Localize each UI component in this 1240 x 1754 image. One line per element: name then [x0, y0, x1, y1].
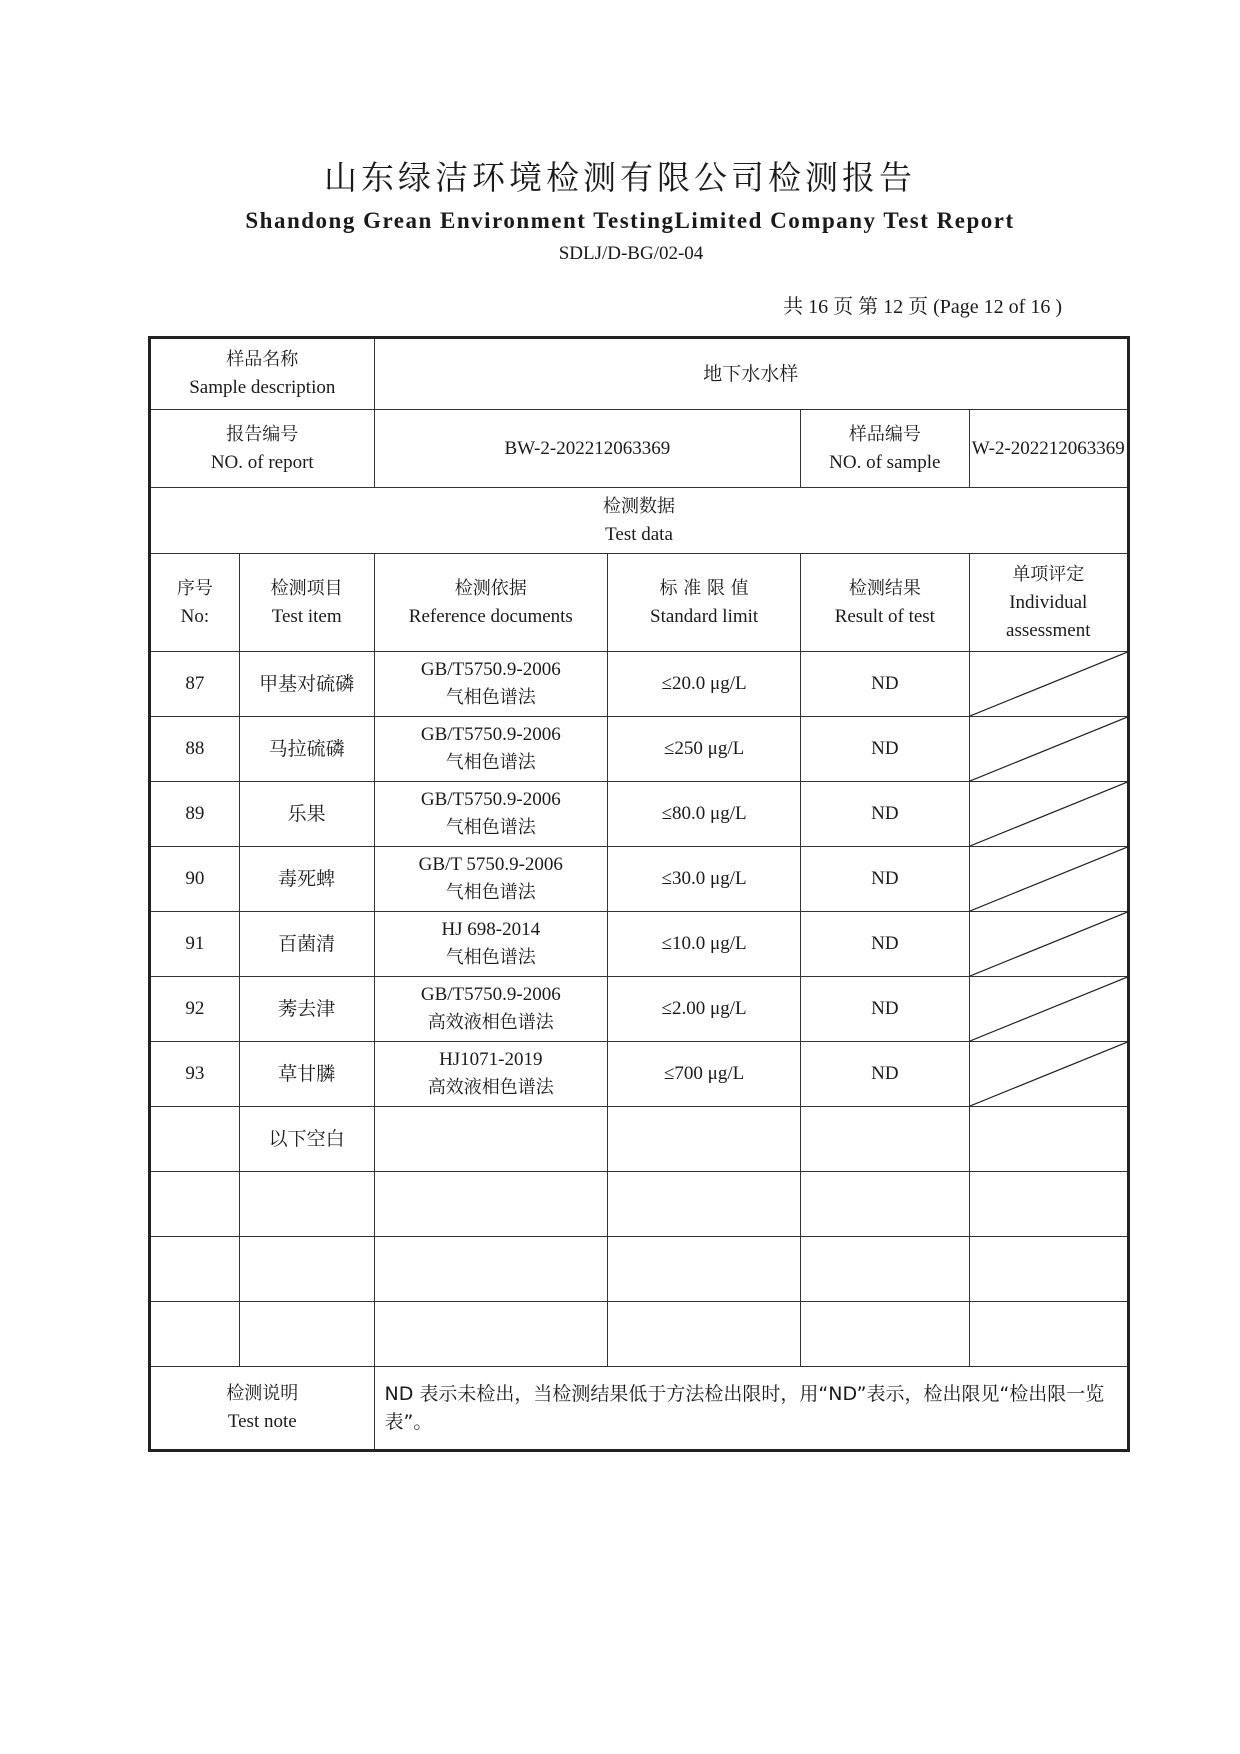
blank-cell — [608, 1172, 801, 1237]
row-no: 91 — [150, 912, 240, 977]
blank-cell — [239, 1302, 374, 1367]
column-header-row — [150, 554, 1129, 652]
blank-cell — [969, 1302, 1128, 1367]
column-header-no: 序号 No: — [150, 554, 240, 652]
row-reference: GB/T5750.9-2006 气相色谱法 — [374, 717, 608, 782]
column-header-result: 检测结果 Result of test — [801, 554, 969, 652]
blank-cell — [969, 1237, 1128, 1302]
row-standard-limit: ≤20.0 μg/L — [608, 652, 801, 717]
report-title-cn: 山东绿洁环境检测有限公司检测报告 — [324, 158, 916, 197]
blank-cell — [801, 1172, 969, 1237]
row-standard-limit: ≤80.0 μg/L — [608, 782, 801, 847]
report-number-label: 报告编号 NO. of report — [150, 410, 375, 488]
blank-cell — [608, 1107, 801, 1172]
row-test-item: 马拉硫磷 — [239, 717, 374, 782]
row-assessment-slash — [969, 717, 1128, 782]
test-note-label: 检测说明 Test note — [150, 1367, 375, 1451]
row-reference: GB/T5750.9-2006 气相色谱法 — [374, 782, 608, 847]
sample-description-row — [150, 338, 1129, 410]
diagonal-slash-icon — [970, 782, 1127, 846]
row-test-item: 乐果 — [239, 782, 374, 847]
document-code: SDLJ/D-BG/02-04 — [558, 243, 704, 264]
report-number-value: BW-2-202212063369 — [374, 410, 801, 488]
blank-cell — [239, 1172, 374, 1237]
row-result: ND — [801, 782, 969, 847]
row-test-item: 百菌清 — [239, 912, 374, 977]
blank-row — [150, 1237, 1129, 1302]
blank-cell — [374, 1302, 608, 1367]
test-note-row — [150, 1367, 1129, 1451]
blank-row — [150, 1172, 1129, 1237]
diagonal-slash-icon — [970, 717, 1127, 781]
diagonal-slash-icon — [970, 977, 1127, 1041]
row-standard-limit: ≤700 μg/L — [608, 1042, 801, 1107]
row-test-item: 莠去津 — [239, 977, 374, 1042]
blank-cell — [801, 1237, 969, 1302]
blank-cell — [374, 1172, 608, 1237]
blank-cell — [150, 1302, 240, 1367]
table-row — [150, 782, 1129, 847]
blank-cell — [239, 1237, 374, 1302]
row-test-item: 草甘膦 — [239, 1042, 374, 1107]
row-reference: GB/T 5750.9-2006 气相色谱法 — [374, 847, 608, 912]
row-reference: HJ1071-2019 高效液相色谱法 — [374, 1042, 608, 1107]
row-no: 93 — [150, 1042, 240, 1107]
blank-cell — [150, 1107, 240, 1172]
blank-cell — [801, 1107, 969, 1172]
diagonal-slash-icon — [970, 912, 1127, 976]
blank-marker: 以下空白 — [239, 1107, 374, 1172]
row-result: ND — [801, 847, 969, 912]
blank-row — [150, 1302, 1129, 1367]
sample-description-value: 地下水水样 — [374, 338, 1128, 410]
row-result: ND — [801, 717, 969, 782]
row-no: 90 — [150, 847, 240, 912]
sample-number-label: 样品编号 NO. of sample — [801, 410, 969, 488]
diagonal-slash-icon — [970, 1042, 1127, 1106]
row-standard-limit: ≤250 μg/L — [608, 717, 801, 782]
row-reference: GB/T5750.9-2006 气相色谱法 — [374, 652, 608, 717]
row-assessment-slash — [969, 847, 1128, 912]
column-header-assessment: 单项评定 Individual assessment — [969, 554, 1128, 652]
row-no: 87 — [150, 652, 240, 717]
blank-cell — [608, 1302, 801, 1367]
test-report-table — [148, 336, 1130, 1452]
row-result: ND — [801, 977, 969, 1042]
table-row — [150, 652, 1129, 717]
row-assessment-slash — [969, 782, 1128, 847]
row-reference: GB/T5750.9-2006 高效液相色谱法 — [374, 977, 608, 1042]
section-title: 检测数据 Test data — [150, 488, 1129, 554]
diagonal-slash-icon — [970, 847, 1127, 911]
section-header-row — [150, 488, 1129, 554]
blank-cell — [150, 1237, 240, 1302]
column-header-reference: 检测依据 Reference documents — [374, 554, 608, 652]
row-assessment-slash — [969, 977, 1128, 1042]
blank-cell — [374, 1107, 608, 1172]
row-result: ND — [801, 1042, 969, 1107]
row-reference: HJ 698-2014 气相色谱法 — [374, 912, 608, 977]
table-row — [150, 717, 1129, 782]
row-standard-limit: ≤2.00 μg/L — [608, 977, 801, 1042]
report-number-row — [150, 410, 1129, 488]
row-assessment-slash — [969, 1042, 1128, 1107]
table-row — [150, 847, 1129, 912]
page-indicator: 共 16 页 第 12 页 (Page 12 of 16 ) — [783, 296, 1062, 318]
blank-cell — [969, 1172, 1128, 1237]
diagonal-slash-icon — [970, 652, 1127, 716]
blank-cell — [150, 1172, 240, 1237]
table-row — [150, 912, 1129, 977]
row-test-item: 甲基对硫磷 — [239, 652, 374, 717]
blank-cell — [374, 1237, 608, 1302]
row-standard-limit: ≤10.0 μg/L — [608, 912, 801, 977]
blank-cell — [801, 1302, 969, 1367]
row-no: 88 — [150, 717, 240, 782]
row-result: ND — [801, 652, 969, 717]
blank-cell — [969, 1107, 1128, 1172]
row-test-item: 毒死蜱 — [239, 847, 374, 912]
row-assessment-slash — [969, 912, 1128, 977]
table-row — [150, 1042, 1129, 1107]
row-assessment-slash — [969, 652, 1128, 717]
sample-description-label: 样品名称 Sample description — [150, 338, 375, 410]
row-standard-limit: ≤30.0 μg/L — [608, 847, 801, 912]
test-note-text: ND 表示未检出，当检测结果低于方法检出限时，用“ND”表示，检出限见“检出限一览表”。 — [374, 1367, 1128, 1451]
blank-cell — [608, 1237, 801, 1302]
table-row — [150, 977, 1129, 1042]
column-header-test-item: 检测项目 Test item — [239, 554, 374, 652]
column-header-standard-limit: 标 准 限 值 Standard limit — [608, 554, 801, 652]
row-result: ND — [801, 912, 969, 977]
sample-number-value: W-2-202212063369 — [969, 410, 1128, 488]
blank-row — [150, 1107, 1129, 1172]
row-no: 89 — [150, 782, 240, 847]
report-title-en: Shandong Grean Environment TestingLimited Company Test Report — [245, 208, 1015, 233]
row-no: 92 — [150, 977, 240, 1042]
